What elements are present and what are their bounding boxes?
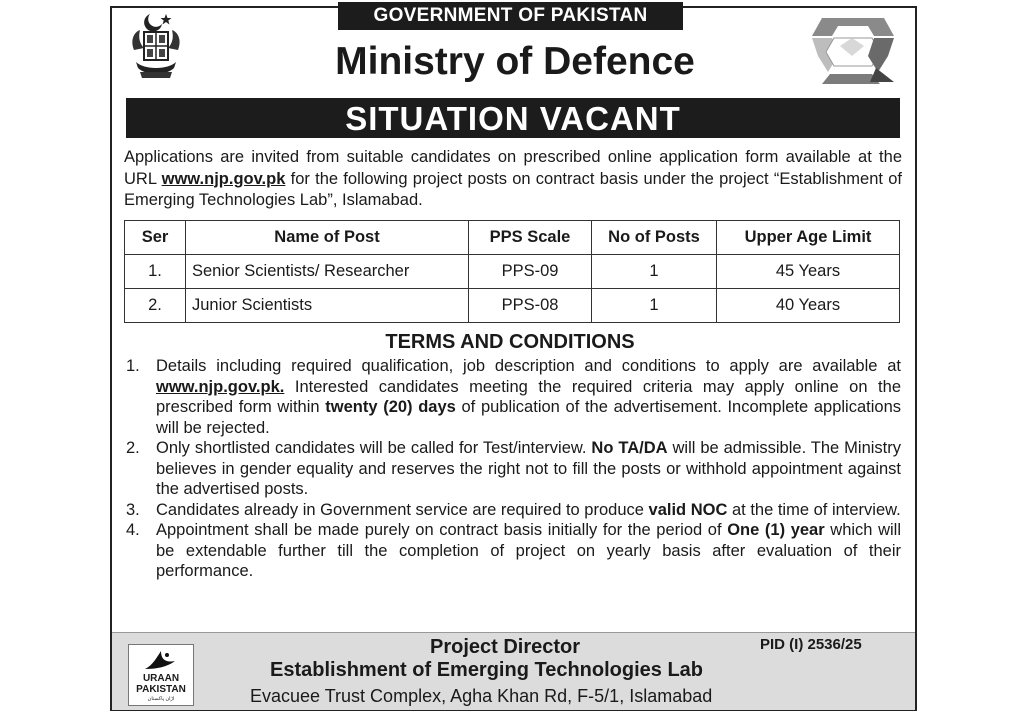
intro-text-2: for the following project posts on contract basis under the project “Establishment of Emerging Technologies Lab”, Islamabad. — [124, 169, 902, 209]
term-number: 3. — [126, 500, 140, 519]
njp-link[interactable]: www.njp.gov.pk — [161, 169, 286, 188]
cell-scale: PPS-09 — [469, 255, 592, 289]
term-text — [156, 520, 901, 582]
posts-table — [124, 220, 900, 323]
uraan-line-1: URAAN — [142, 673, 180, 684]
list-item — [126, 356, 901, 438]
terms-title: TERMS AND CONDITIONS — [385, 331, 635, 353]
term-text-part: Interested candidates meeting the required criteria may apply online on the prescribed form within — [156, 377, 901, 416]
term-highlight: No TA/DA — [591, 439, 668, 457]
list-item — [126, 438, 901, 500]
term-highlight: twenty (20) days — [325, 398, 456, 416]
list-item — [126, 500, 901, 521]
cell-age: 45 Years — [717, 255, 900, 289]
terms-list — [126, 356, 901, 582]
term-number: 4. — [126, 521, 140, 539]
term-text-part: will be admissible. The Ministry believes in gender equality and reserves the right not to fill the posts or withhold appointment against the advertised posts. — [156, 439, 902, 498]
term-highlight: valid NOC — [648, 500, 728, 519]
term-number: 2. — [126, 439, 140, 457]
uraan-pakistan-logo — [128, 644, 194, 706]
cell-age: 40 Years — [717, 289, 900, 323]
cell-post: Junior Scientists — [186, 289, 469, 323]
uraan-tagline: ﺍﮌﺍﻥ ﭘﺎﮐﺴﺘﺎﻥ — [147, 696, 175, 702]
term-text-part: at the time of interview. — [727, 500, 901, 519]
cell-scale: PPS-08 — [469, 289, 592, 323]
designation: Project Director — [430, 636, 581, 658]
state-emblem-icon — [128, 10, 184, 82]
organization-name: Establishment of Emerging Technologies Lab — [270, 659, 704, 681]
term-text-part: Details including required qualification, job description and conditions to apply are available at — [156, 357, 901, 375]
term-text-part: which will be extendable further till the completion of project on yearly basis after evaluation of their performance. — [156, 521, 902, 580]
term-text — [156, 356, 901, 438]
table-header-row — [125, 221, 900, 255]
col-header-scale: PPS Scale — [469, 221, 592, 255]
col-header-ser: Ser — [125, 221, 186, 255]
col-header-posts: No of Posts — [592, 221, 717, 255]
col-header-age: Upper Age Limit — [717, 221, 900, 255]
cell-posts: 1 — [592, 255, 717, 289]
col-header-post: Name of Post — [186, 221, 469, 255]
address: Evacuee Trust Complex, Agha Khan Rd, F-5/1, Islamabad — [250, 686, 713, 706]
cell-ser: 1. — [125, 255, 186, 289]
pid-number: PID (I) 2536/25 — [760, 636, 862, 653]
term-text-part: Candidates already in Government service are required to produce — [156, 500, 649, 519]
term-highlight: One (1) year — [727, 521, 825, 539]
uraan-bird-icon — [143, 649, 177, 671]
term-text — [156, 438, 901, 500]
intro-paragraph — [124, 147, 902, 212]
cell-post: Senior Scientists/ Researcher — [186, 255, 469, 289]
intro-text-1: Applications are invited from suitable candidates on prescribed online application form available at the URL — [124, 148, 902, 188]
table-row — [125, 255, 900, 289]
term-number: 1. — [126, 357, 140, 375]
cell-ser: 2. — [125, 289, 186, 323]
term-text-part: Appointment shall be made purely on contract basis initially for the period of — [156, 521, 728, 539]
table-row — [125, 289, 900, 323]
government-banner: GOVERNMENT OF PAKISTAN — [338, 2, 683, 30]
term-text-part: of publication of the advertisement. Incomplete applications will be rejected. — [156, 398, 901, 437]
njp-link[interactable]: www.njp.gov.pk. — [156, 377, 285, 396]
term-text — [156, 500, 901, 521]
ministry-title: Ministry of Defence — [335, 40, 695, 83]
term-text-part: Only shortlisted candidates will be called for Test/interview. — [156, 439, 592, 457]
uraan-line-2: PAKISTAN — [136, 684, 186, 695]
list-item — [126, 520, 901, 582]
situation-vacant-banner: SITUATION VACANT — [126, 98, 900, 138]
cell-posts: 1 — [592, 289, 717, 323]
